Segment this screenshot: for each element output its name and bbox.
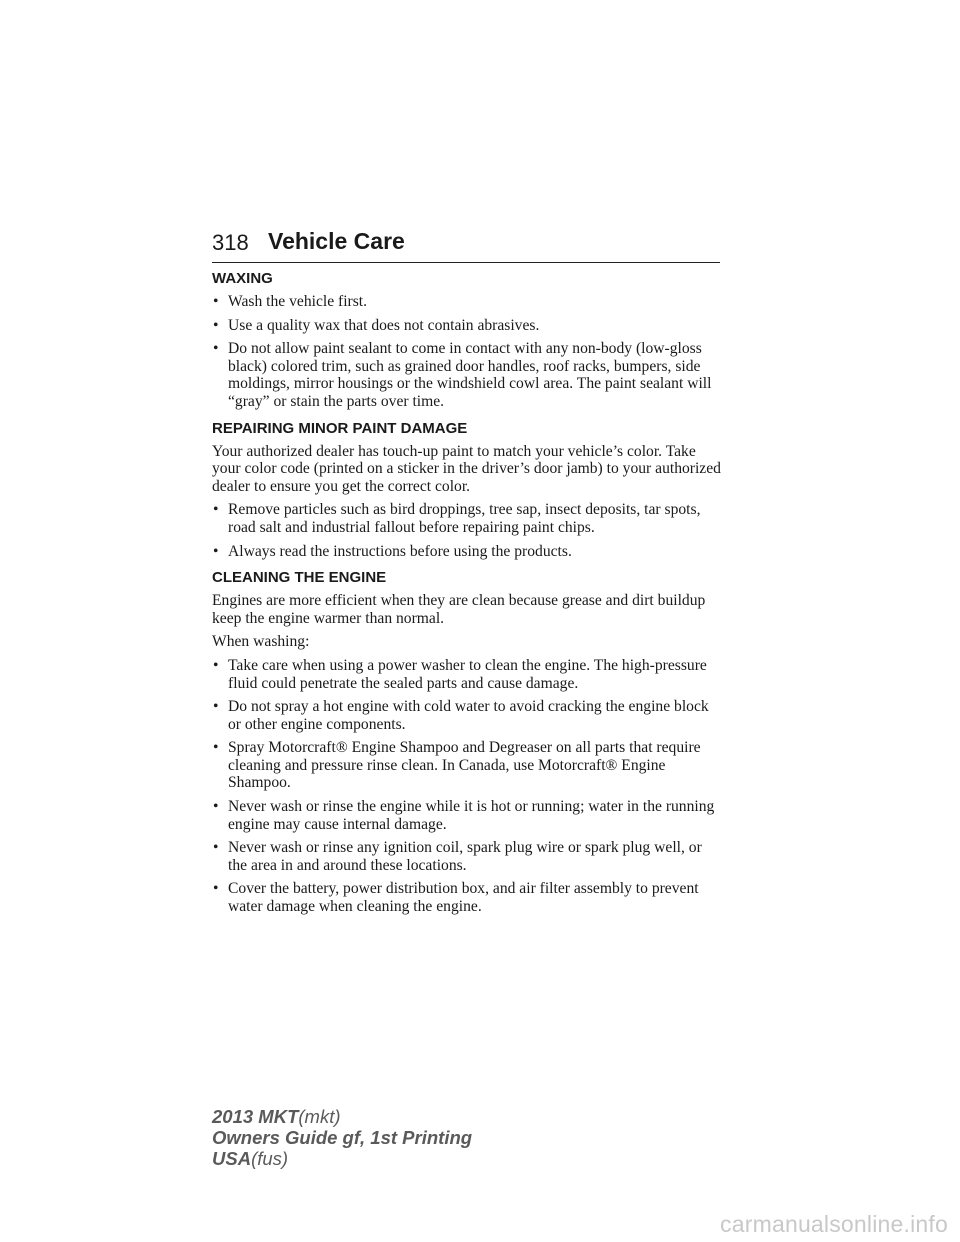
footer-line-guide: Owners Guide gf, 1st Printing — [212, 1127, 473, 1148]
page-number: 318 — [212, 230, 249, 255]
bullet-icon: • — [213, 839, 219, 857]
bullet-icon: • — [213, 698, 219, 716]
list-item: • Do not allow paint sealant to come in contact with any non-body (low-gloss black) colored trim, such as grained door handles, roof racks, bumpers, side moldings, mirror housings or the windshield cowl area. The paint sealant will “gray” or stain the parts over time. — [213, 340, 712, 410]
repairing-list — [212, 501, 724, 560]
bullet-icon: • — [213, 880, 219, 898]
footer-line-model: 2013 MKT(mkt) — [212, 1106, 341, 1127]
print-footer — [212, 1106, 472, 1169]
bullet-icon: • — [213, 501, 219, 519]
bullet-icon: • — [213, 656, 219, 674]
list-item: • Wash the vehicle first. — [213, 293, 368, 310]
watermark: carmanualsonline.info — [720, 1211, 948, 1237]
page-content — [212, 270, 724, 922]
bullet-icon: • — [213, 798, 219, 816]
repairing-intro: Your authorized dealer has touch-up paint to match your vehicle’s color. Take your color code (printed on a sticker in the driver’s door jamb) to your authorized dealer to ensure you get the correct color. — [212, 442, 721, 495]
when-washing-label: When washing: — [212, 633, 310, 651]
engine-list — [212, 657, 724, 916]
bullet-icon: • — [213, 293, 219, 310]
footer-line-market: USA(fus) — [212, 1148, 289, 1169]
list-item: • Remove particles such as bird droppings, tree sap, insect deposits, tar spots, road salt and industrial fallout before repairing paint chips. — [213, 501, 701, 536]
list-item: • Take care when using a power washer to clean the engine. The high-pressure fluid could penetrate the sealed parts and cause damage. — [213, 656, 707, 692]
list-item: • Spray Motorcraft® Engine Shampoo and Degreaser on all parts that require cleaning and pressure rinse clean. In Canada, use Motorcraft® Engine Shampoo. — [213, 739, 701, 792]
bullet-icon: • — [213, 340, 219, 358]
waxing-heading: WAXING — [212, 270, 273, 287]
repairing-heading: REPAIRING MINOR PAINT DAMAGE — [212, 419, 468, 437]
engine-intro: Engines are more efficient when they are clean because grease and dirt buildup keep the engine warmer than normal. — [212, 592, 706, 627]
waxing-list — [212, 293, 724, 411]
page-header — [212, 228, 720, 263]
bullet-icon: • — [213, 739, 219, 757]
list-item: • Cover the battery, power distribution box, and air filter assembly to prevent water damage when cleaning the engine. — [213, 880, 699, 916]
list-item: • Use a quality wax that does not contain abrasives. — [213, 316, 540, 334]
list-item: • Never wash or rinse any ignition coil, spark plug wire or spark plug well, or the area in and around these locations. — [213, 839, 702, 874]
bullet-icon: • — [213, 316, 219, 334]
list-item: • Never wash or rinse the engine while it is hot or running; water in the running engine may cause internal damage. — [213, 798, 715, 833]
list-item: • Always read the instructions before using the products. — [213, 542, 572, 560]
bullet-icon: • — [213, 542, 219, 560]
engine-heading: CLEANING THE ENGINE — [212, 569, 387, 587]
chapter-title: Vehicle Care — [268, 228, 405, 254]
list-item: • Do not spray a hot engine with cold water to avoid cracking the engine block or other engine components. — [213, 698, 709, 733]
